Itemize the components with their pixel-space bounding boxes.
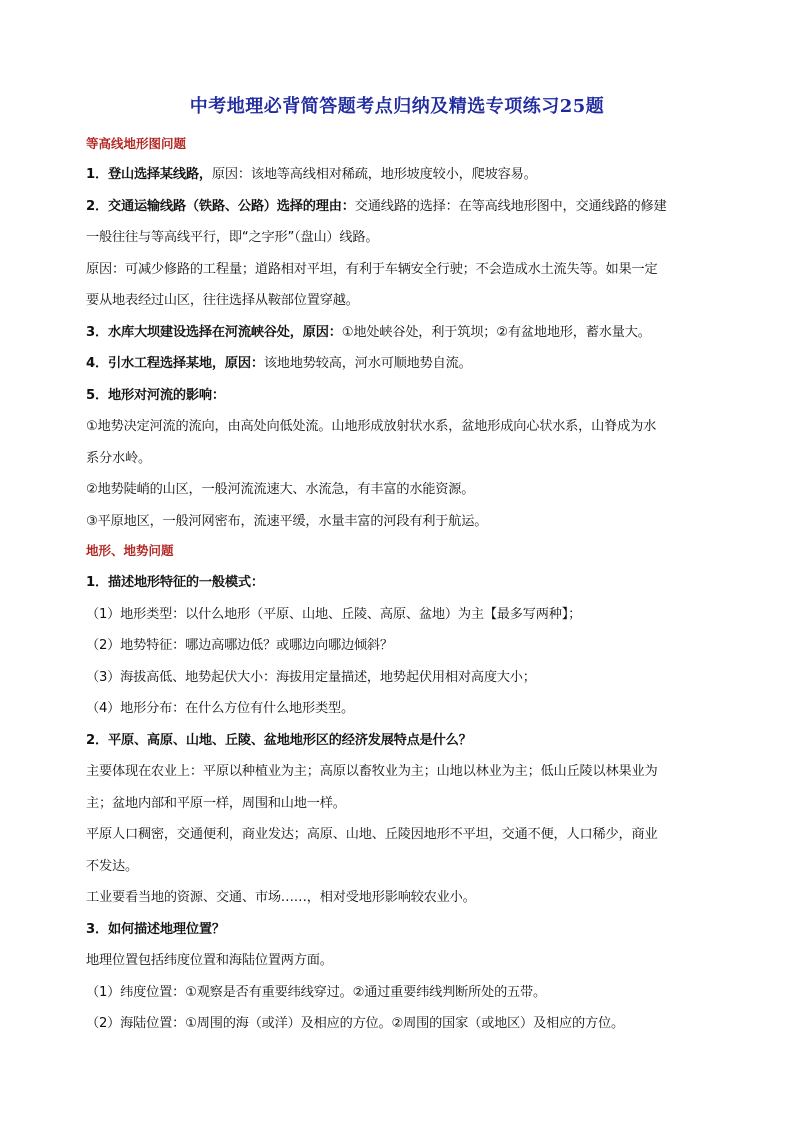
text-line: [86, 317, 708, 349]
bold-lead: 3．水库大坝建设选择在河流峡谷处，原因：: [86, 324, 342, 340]
line-text: 工业要看当地的资源、交通、市场……，相对受地形影响较农业小。: [86, 890, 476, 905]
bold-lead: 1．登山选择某线路，: [86, 167, 212, 182]
section-heading-terrain: 地形、地势问题: [86, 543, 174, 558]
text-line: [86, 693, 708, 725]
line-text: 一般往往与等高线平行，即“之字形”（盘山）线路。: [86, 230, 379, 245]
text-line: [86, 567, 708, 599]
line-text: （2）地势特征：哪边高哪边低？或哪边向哪边倾斜？: [86, 638, 393, 653]
line-text: ②地势陡峭的山区，一般河流流速大、水流急，有丰富的水能资源。: [86, 482, 475, 497]
bold-lead: 2．交通运输线路（铁路、公路）选择的理由：: [86, 198, 355, 214]
text-line: [86, 662, 708, 694]
line-text: ③平原地区，一般河网密布，流速平缓，水量丰富的河段有利于航运。: [86, 513, 488, 529]
line-text: （4）地形分布：在什么方位有什么地形类型。: [86, 701, 354, 716]
line-text: 该地地势较高，河水可顺地势自流。: [263, 356, 472, 371]
text-line: [86, 756, 708, 788]
section-body-contour: [86, 159, 708, 537]
line-text: 主；盆地内部和平原一样，周围和山地一样。: [86, 795, 346, 811]
line-text: ①地势决定河流的流向，由高处向低处流。山地形成放射状水系，盆地形成向心状水系，山脊成为水: [86, 419, 657, 434]
text-line: [86, 254, 708, 286]
section-body-terrain: [86, 567, 708, 1040]
text-line: [86, 788, 708, 820]
text-line: [86, 159, 708, 191]
text-line: [86, 1008, 708, 1040]
line-text: （1）地形类型：以什么地形（平原、山地、丘陵、高原、盆地）为主【最多写两种】；: [86, 606, 582, 622]
bold-lead: 5．地形对河流的影响：: [86, 387, 225, 403]
line-text: （3）海拔高低、地势起伏大小：海拔用定量描述，地势起伏用相对高度大小；: [86, 669, 536, 685]
text-line: [86, 411, 708, 443]
line-text: 地理位置包括纬度位置和海陆位置两方面。: [86, 953, 333, 968]
text-line: [86, 851, 708, 883]
text-line: [86, 222, 708, 254]
text-line: [86, 380, 708, 412]
page-title: 中考地理必背简答题考点归纳及精选专项练习25题: [189, 96, 605, 117]
text-line: [86, 630, 708, 662]
line-text: 平原人口稠密，交通便利，商业发达；高原、山地、丘陵因地形不平坦，交通不便，人口稀少，商业: [86, 827, 658, 842]
text-line: [86, 191, 708, 223]
line-text: 主要体现在农业上：平原以种植业为主；高原以畜牧业为主；山地以林业为主；低山丘陵以林果业为: [86, 764, 658, 779]
text-line: [86, 914, 708, 946]
text-line: [86, 443, 708, 475]
line-text: （2）海陆位置：①周围的海（或洋）及相应的方位。②周围的国家（或地区）及相应的方位。: [86, 1016, 624, 1031]
line-text: 原因：可减少修路的工程量；道路相对平坦，有利于车辆安全行驶；不会造成水土流失等。如果一定: [86, 261, 658, 277]
line-text: 不发达。: [86, 858, 138, 874]
text-line: [86, 599, 708, 631]
line-text: （1）纬度位置：①观察是否有重要纬线穿过。②通过重要纬线判断所处的五带。: [86, 984, 547, 1000]
text-line: [86, 348, 708, 380]
bold-lead: 1．描述地形特征的一般模式：: [86, 575, 264, 590]
line-text: 原因：该地等高线相对稀疏，地形坡度较小，爬坡容易。: [211, 167, 537, 182]
text-line: [86, 506, 708, 538]
text-line: [86, 285, 708, 317]
text-line: [86, 474, 708, 506]
bold-lead: 2．平原、高原、山地、丘陵、盆地地形区的经济发展特点是什么？: [86, 732, 472, 748]
section-heading-contour: 等高线地形图问题: [86, 136, 187, 151]
bold-lead: 3．如何描述地理位置？: [86, 921, 225, 937]
text-line: [86, 977, 708, 1009]
line-text: 交通线路的选择：在等高线地形图中，交通线路的修建: [354, 198, 667, 214]
text-line: [86, 882, 708, 914]
line-text: ①地处峡谷处，利于筑坝；②有盆地地形，蓄水量大。: [341, 324, 651, 340]
line-text: 要从地表经过山区，往往选择从鞍部位置穿越。: [86, 293, 359, 308]
text-line: [86, 725, 708, 757]
line-text: 系分水岭。: [86, 450, 151, 466]
text-line: [86, 819, 708, 851]
bold-lead: 4．引水工程选择某地，原因：: [86, 356, 264, 371]
text-line: [86, 945, 708, 977]
